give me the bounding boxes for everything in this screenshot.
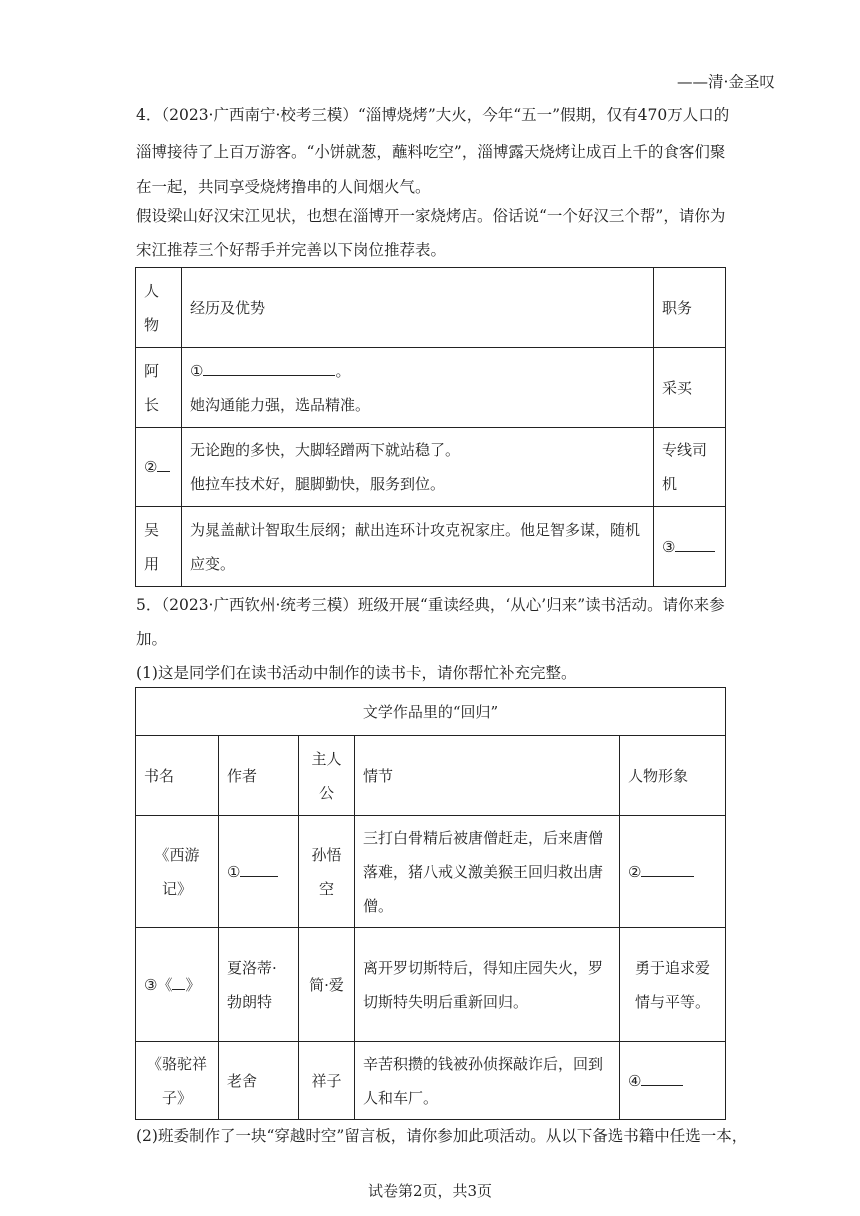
page-footer: 试卷第2页，共3页 xyxy=(367,1182,493,1200)
q4-text-line: 假设梁山好汉宋江见状，也想在淄博开一家烧烤店。俗话说“一个好汉三个帮”，请你为 xyxy=(136,207,726,225)
period: 。 xyxy=(335,361,351,380)
header-hero: 主人公 xyxy=(299,736,355,816)
table-row xyxy=(136,428,726,507)
answer-blank[interactable] xyxy=(203,358,335,376)
book-cell: 《西游记》 xyxy=(136,816,219,928)
item-number: ② xyxy=(628,862,642,881)
quote-signature: ——清·金圣叹 xyxy=(677,73,775,91)
hero-cell: 孙悟空 xyxy=(299,816,355,928)
table-row xyxy=(136,928,726,1042)
header-image: 人物形象 xyxy=(620,736,726,816)
experience-cell: 为晁盖献计智取生辰纲；献出连环计攻克祝家庄。他足智多谋，随机应变。 xyxy=(182,507,654,587)
answer-blank[interactable] xyxy=(675,534,715,552)
duty-cell: 采买 xyxy=(654,348,726,428)
table-row xyxy=(136,816,726,928)
recommendation-table xyxy=(135,267,726,587)
hero-cell: 简·爱 xyxy=(299,928,355,1042)
person-cell xyxy=(136,428,182,507)
table-row xyxy=(136,348,726,428)
q5-subquestion: (1)这是同学们在读书活动中制作的读书卡，请你帮忙补充完整。 xyxy=(136,664,577,682)
image-cell xyxy=(620,1042,726,1120)
table-header-row xyxy=(136,736,726,816)
experience-text: 她沟通能力强，选品精准。 xyxy=(190,395,371,414)
header-author: 作者 xyxy=(219,736,299,816)
item-number: ③ xyxy=(662,537,676,556)
hero-cell: 祥子 xyxy=(299,1042,355,1120)
plot-cell: 三打白骨精后被唐僧赶走，后来唐僧落难，猪八戒义激美猴王回归救出唐僧。 xyxy=(355,816,620,928)
item-number: ③《 xyxy=(144,975,173,994)
duty-cell xyxy=(654,507,726,587)
book-bracket: 》 xyxy=(185,975,201,994)
author-cell xyxy=(219,816,299,928)
header-person: 人物 xyxy=(136,268,182,348)
book-cell xyxy=(136,928,219,1042)
experience-text: 他拉车技术好，腿脚勤快，服务到位。 xyxy=(190,475,446,493)
reading-card-table xyxy=(135,687,726,1120)
experience-text: 无论跑的多快，大脚轻蹭两下就站稳了。 xyxy=(190,441,461,459)
table-title: 文学作品里的“回归” xyxy=(136,688,726,736)
person-cell: 阿长 xyxy=(136,348,182,428)
book-cell: 《骆驼祥子》 xyxy=(136,1042,219,1120)
q5-text-line: 加。 xyxy=(136,630,168,648)
item-number: ④ xyxy=(628,1071,642,1090)
answer-blank[interactable] xyxy=(240,859,278,877)
header-plot: 情节 xyxy=(355,736,620,816)
author-cell: 老舍 xyxy=(219,1042,299,1120)
plot-cell: 离开罗切斯特后，得知庄园失火，罗切斯特失明后重新回归。 xyxy=(355,928,620,1042)
table-title-row xyxy=(136,688,726,736)
plot-cell: 辛苦积攒的钱被孙侦探敲诈后，回到人和车厂。 xyxy=(355,1042,620,1120)
q4-text-line: 淄博接待了上百万游客。“小饼就葱，蘸料吃空”，淄博露天烧烤让成百上千的食客们聚 xyxy=(136,143,726,161)
image-cell: 勇于追求爱情与平等。 xyxy=(620,928,726,1042)
header-experience: 经历及优势 xyxy=(182,268,654,348)
header-book: 书名 xyxy=(136,736,219,816)
item-number: ① xyxy=(190,361,204,380)
item-number: ① xyxy=(227,862,241,881)
table-row xyxy=(136,1042,726,1120)
q5-text-line: 5．（2023·广西钦州·统考三模）班级开展“重读经典，‘从心’归来”读书活动。请你来参 xyxy=(136,596,725,614)
answer-blank[interactable] xyxy=(172,972,185,990)
q5-subquestion: (2)班委制作了一块“穿越时空”留言板，请你参加此项活动。从以下备选书籍中任选一本， xyxy=(136,1127,748,1145)
item-number: ② xyxy=(144,458,158,476)
answer-blank[interactable] xyxy=(641,859,694,877)
header-duty: 职务 xyxy=(654,268,726,348)
answer-blank[interactable] xyxy=(157,454,170,472)
q4-text-line: 宋江推荐三个好帮手并完善以下岗位推荐表。 xyxy=(136,241,447,259)
experience-cell xyxy=(182,428,654,507)
table-row xyxy=(136,507,726,587)
duty-cell: 专线司机 xyxy=(654,428,726,507)
answer-blank[interactable] xyxy=(641,1068,683,1086)
author-cell: 夏洛蒂·勃朗特 xyxy=(219,928,299,1042)
experience-cell xyxy=(182,348,654,428)
image-cell xyxy=(620,816,726,928)
q4-text-line: 在一起，共同享受烧烤撸串的人间烟火气。 xyxy=(136,178,431,196)
table-header-row xyxy=(136,268,726,348)
q4-text-line: 4．（2023·广西南宁·校考三模）“淄博烧烤”大火，今年“五一”假期，仅有470万人口的 xyxy=(136,106,730,124)
person-cell: 吴用 xyxy=(136,507,182,587)
